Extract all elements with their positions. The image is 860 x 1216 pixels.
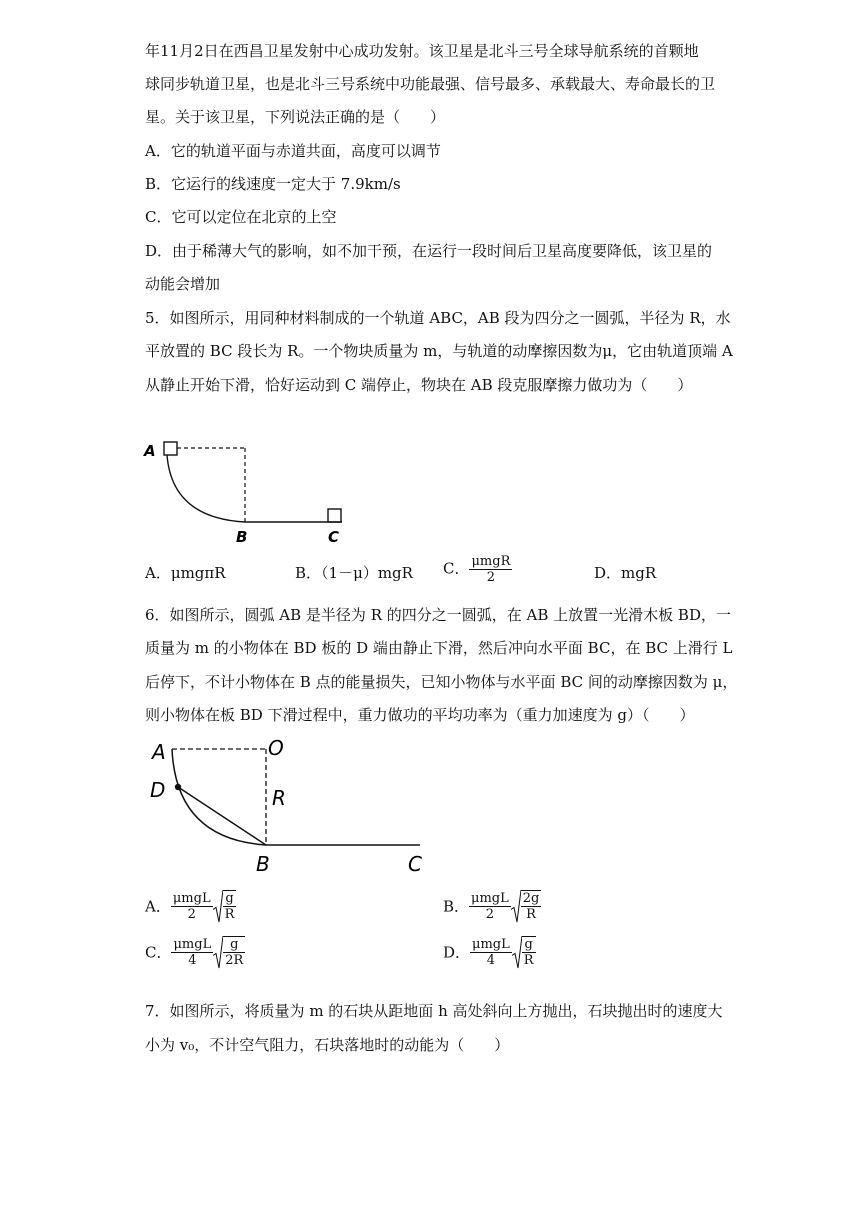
- q6-option-d-numerator: μmgL: [472, 937, 510, 952]
- q5-label-c: C: [328, 528, 340, 546]
- q6-option-a: [145, 890, 236, 923]
- q6-option-a-numerator: μmgL: [172, 891, 211, 906]
- q6-option-b-radicand-denominator: R: [526, 907, 536, 922]
- q5-label-a: A: [144, 442, 156, 460]
- q6-figure-arc: [140, 735, 440, 880]
- q6-line-1: 6．如图所示，圆弧 AB 是半径为 R 的四分之一圆弧，在 AB 上放置一光滑木板 BD，一: [145, 606, 731, 624]
- q5-option-a: A．μmgπR: [145, 564, 226, 582]
- q6-option-c: [145, 936, 245, 969]
- q4-option-d-line-2: 动能会增加: [145, 275, 221, 293]
- q4-line-2: 球同步轨道卫星，也是北斗三号系统中功能最强、信号最多、承载最大、寿命最长的卫: [145, 75, 716, 93]
- q6-option-a-sqrt: [213, 890, 237, 923]
- q6-option-b-denominator: 2: [485, 907, 495, 922]
- q6-label-a: A: [152, 740, 166, 764]
- q6-option-a-fraction: [171, 891, 213, 922]
- q5-line-2: 平放置的 BC 段长为 R。一个物块质量为 m，与轨道的动摩擦因数为μ，它由轨道顶端 A: [145, 342, 733, 360]
- q5-figure-track: [140, 436, 360, 548]
- q5-option-c-fraction: [469, 554, 512, 585]
- q4-line-1: 年11月2日在西昌卫星发射中心成功发射。该卫星是北斗三号全球导航系统的首颗地: [145, 42, 699, 60]
- q6-board-bd: [178, 787, 266, 845]
- q6-option-d-radicand-denominator: R: [523, 953, 534, 968]
- q6-option-a-radicand-numerator: g: [223, 891, 237, 907]
- q4-option-b: B．它运行的线速度一定大于 7.9km/s: [145, 175, 401, 193]
- q6-option-b: [443, 890, 541, 923]
- q6-label-c: C: [408, 852, 422, 876]
- q7-line-1: 7．如图所示，将质量为 m 的石块从距地面 h 高处斜向上方抛出，石块抛出时的速度大: [145, 1002, 723, 1020]
- q7-line-2: 小为 v₀，不计空气阻力，石块落地时的动能为（ ）: [145, 1036, 510, 1054]
- q5-option-c: [443, 554, 512, 585]
- q6-option-b-radicand-numerator: 2g: [522, 891, 540, 906]
- q6-option-c-radicand-numerator: g: [223, 937, 245, 953]
- q4-line-3: 星。关于该卫星，下列说法正确的是（ ）: [145, 108, 446, 126]
- q6-option-a-label: A．: [145, 897, 171, 916]
- q6-option-d-radicand-numerator: g: [522, 937, 536, 953]
- q6-label-o: O: [268, 736, 284, 760]
- q5-label-b: B: [236, 528, 248, 546]
- q6-point-d: [175, 784, 181, 790]
- q5-arc-ab: [167, 455, 245, 522]
- q5-option-b: B．（1－μ）mgR: [295, 564, 413, 582]
- q6-option-d-denominator: 4: [486, 953, 496, 968]
- q6-line-2: 质量为 m 的小物体在 BD 板的 D 端由静止下滑，然后冲向水平面 BC，在 BC 上滑行 L: [145, 639, 733, 657]
- q6-label-b: B: [256, 852, 270, 876]
- q6-label-d: D: [150, 778, 166, 802]
- q6-option-c-numerator: μmgL: [173, 937, 212, 952]
- q6-option-c-label: C．: [145, 943, 172, 962]
- q5-block-c: [328, 509, 341, 522]
- q5-option-c-denominator: 2: [486, 570, 496, 585]
- q4-option-c: C．它可以定位在北京的上空: [145, 208, 337, 226]
- q6-line-4: 则小物体在板 BD 下滑过程中，重力做功的平均功率为（重力加速度为 g）（ ）: [145, 706, 695, 724]
- q6-option-c-denominator: 4: [188, 953, 197, 968]
- q5-block-a: [164, 442, 177, 455]
- q6-option-d: [443, 936, 536, 969]
- q6-option-b-label: B．: [443, 897, 470, 916]
- q5-line-1: 5．如图所示，用同种材料制成的一个轨道 ABC，AB 段为四分之一圆弧，半径为 R，水: [145, 309, 731, 327]
- q4-option-a: A．它的轨道平面与赤道共面，高度可以调节: [145, 142, 441, 160]
- q6-arc-ab: [172, 749, 266, 845]
- q6-option-d-fraction: [470, 937, 512, 968]
- q5-option-c-label: C．: [443, 559, 470, 578]
- q5-line-3: 从静止开始下滑，恰好运动到 C 端停止，物块在 AB 段克服摩擦力做功为（ ）: [145, 376, 693, 394]
- q6-option-a-denominator: 2: [187, 907, 196, 922]
- q6-option-b-fraction: [469, 891, 511, 922]
- q6-option-a-radicand-denominator: R: [224, 907, 235, 922]
- q6-option-d-label: D．: [443, 943, 471, 962]
- q5-option-d: D．mgR: [594, 564, 657, 582]
- q6-option-b-numerator: μmgL: [471, 891, 509, 906]
- q6-line-3: 后停下，不计小物体在 B 点的能量损失，已知小物体与水平面 BC 间的动摩擦因数为 μ，: [145, 673, 738, 691]
- q4-option-d-line-1: D．由于稀薄大气的影响，如不加干预，在运行一段时间后卫星高度要降低，该卫星的: [145, 242, 713, 260]
- q6-option-b-sqrt: [511, 890, 542, 923]
- q6-label-r: R: [272, 786, 286, 810]
- q6-option-c-radicand-denominator: 2R: [225, 953, 244, 968]
- q6-option-c-sqrt: [213, 936, 245, 969]
- q5-option-c-numerator: μmgR: [471, 554, 511, 569]
- q6-option-c-fraction: [171, 937, 213, 968]
- q6-option-d-sqrt: [512, 936, 536, 969]
